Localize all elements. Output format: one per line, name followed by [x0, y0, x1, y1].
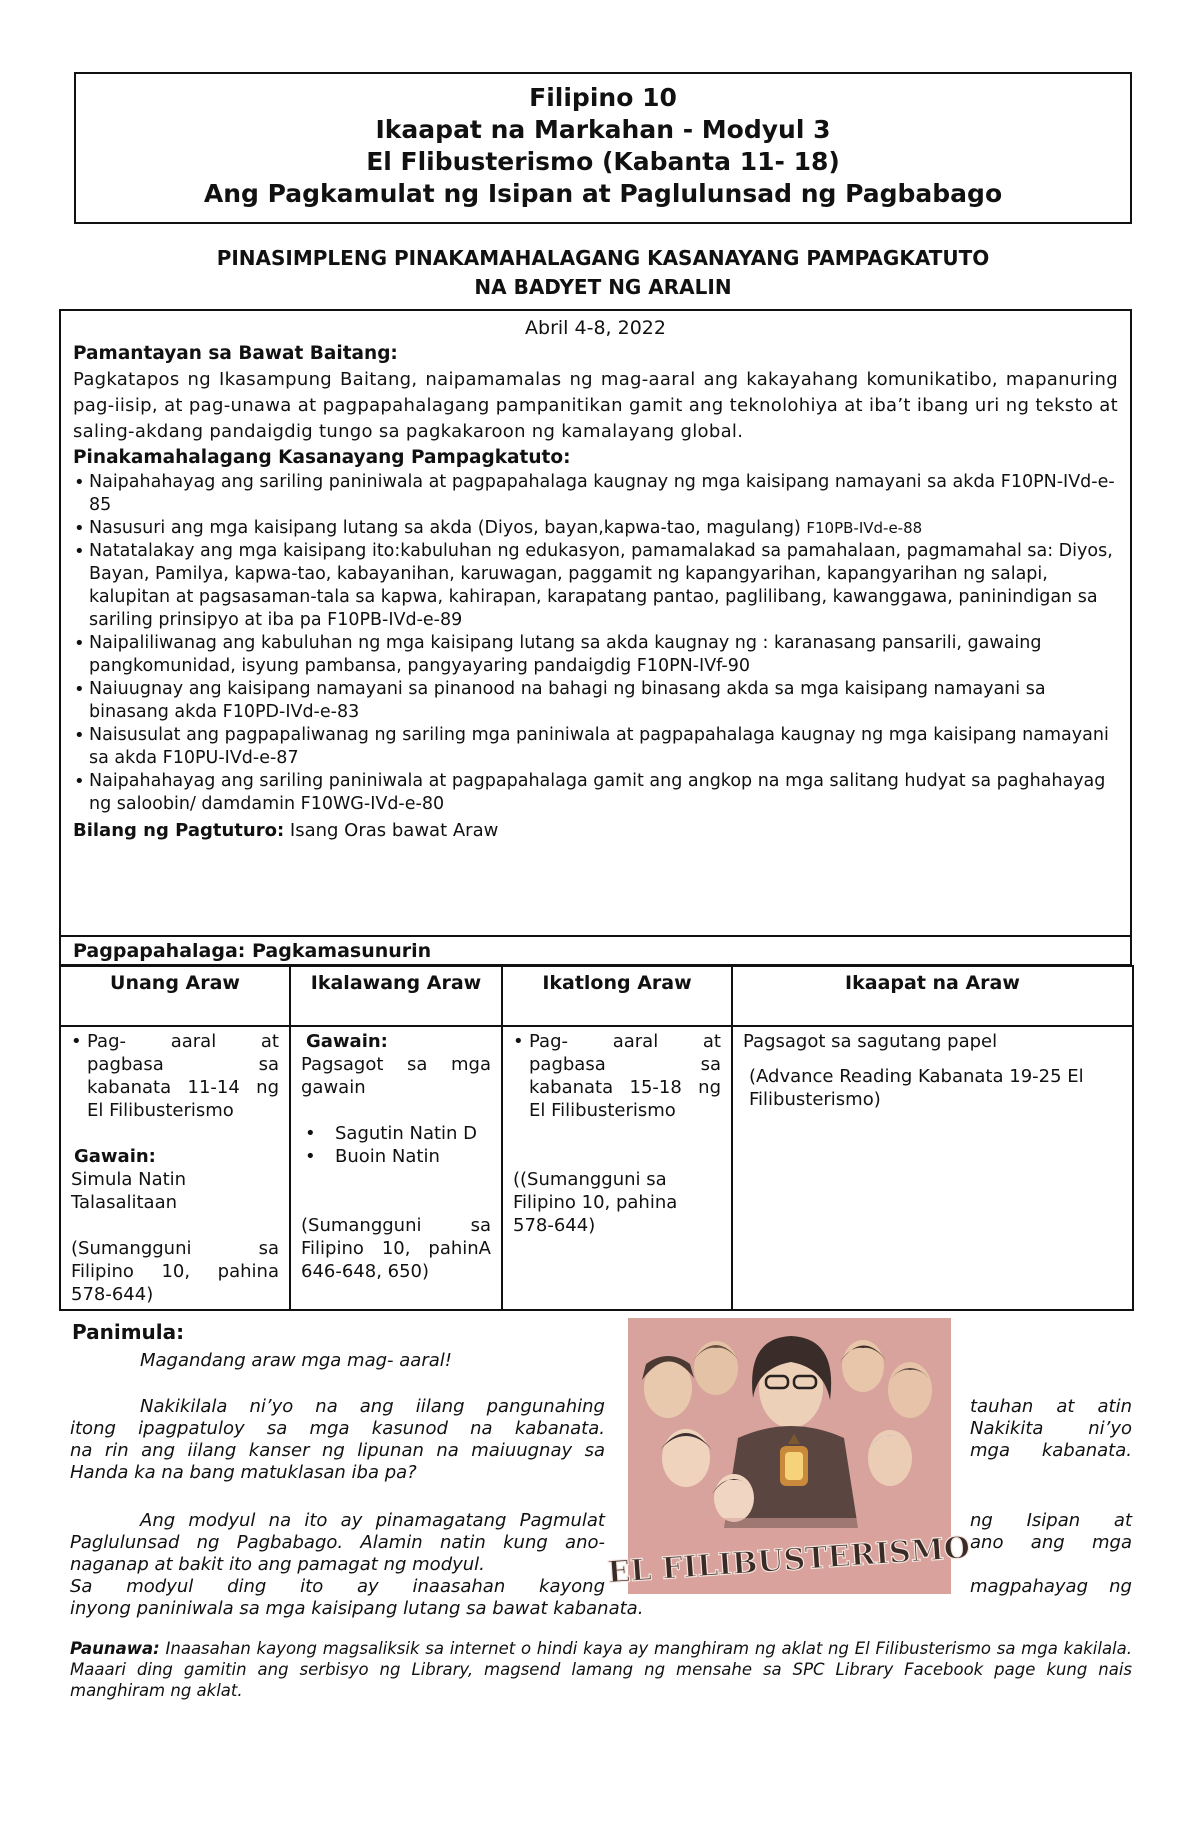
notice-label: Paunawa:: [70, 1639, 160, 1658]
intro-title: Panimula:: [72, 1320, 185, 1344]
day3-ref-line: 578-644): [513, 1215, 596, 1236]
day2-line: gawain: [301, 1077, 366, 1098]
competency-item: • Naipaliliwanag ang kabuluhan ng mga kaisipang lutang sa akda kaugnay ng : karanasang pansarili, gawaing pangkomunidad, isyung pambansa, pangyayaring pandaigdig F10PN-IVf-90: [73, 632, 1118, 678]
subject-title: Filipino 10: [529, 83, 677, 112]
values-row: Pagpapahalaga: Pagkamasunurin: [59, 937, 1132, 966]
notice-text: Inaasahan kayong magsaliksik sa internet o hindi kaya ay manghiram ng aklat ng El Filibusterismo sa mga kakilala. Maaari ding gamitin ang serbisyo ng Library, magsend lamang ng mensahe sa SPC Library Facebook page kung nais manghiram ng aklat.: [70, 1639, 1132, 1700]
day2-activity-item: • Buoin Natin: [301, 1145, 491, 1168]
lesson-date: Abril 4-8, 2022: [525, 317, 666, 339]
day1-line: El Filibusterismo: [87, 1100, 234, 1121]
day2-activity-item: • Sagutin Natin D: [301, 1122, 491, 1145]
module-theme: Ang Pagkamulat ng Isipan at Paglulunsad ng Pagbabago: [203, 179, 1003, 208]
intro-p1-right: mga kabanata.: [970, 1440, 1132, 1461]
lesson-info-box: [59, 309, 1132, 937]
standard-label: Pamantayan sa Bawat Baitang:: [73, 343, 398, 364]
competency-code: F10PB-IVd-e-88: [806, 519, 923, 537]
competency-item: • Naipahahayag ang sariling paniniwala at pagpapahalaga gamit ang angkop na mga salitang hudyat sa paghahayag ng saloobin/ damdamin F10WG-IVd-e-80: [73, 770, 1118, 816]
day4-text: Pagsagot sa sagutang papel: [743, 1031, 998, 1052]
intro-p2-line: naganap at bakit ito ang pamagat ng modyul.: [70, 1554, 485, 1575]
intro-p1-line: Handa ka na bang matuklasan iba pa?: [70, 1462, 417, 1483]
competency-item: • Natatalakay ang mga kaisipang ito:kabuluhan ng edukasyon, pamamalakad sa pamahalaan, pagmamahal sa: Diyos, Bayan, Pamilya, kapwa-tao, kabayanihan, karuwagan, paggamit ng kapangyarihan, kapangyarihan ng salapi, kalupitan at pagsasaman-tala sa kapwa, kahirapan, karapatang pantao, paglilibang, kawanggawa, paninindigan sa sariling prinsipyo at iba pa F10PB-IVd-e-89: [73, 540, 1118, 632]
illustration-logo-text: EL FILIBUSTERISMO: [606, 1530, 972, 1591]
day-header: Ikalawang Araw: [290, 966, 502, 1026]
notice-paragraph: [70, 1638, 1132, 1701]
day4-advance-reading: (Advance Reading Kabanata 19-25 El Filibusterismo): [749, 1066, 1084, 1110]
intro-p1-line: itong ipagpatuloy sa mga kasunod na kabanata.: [70, 1418, 605, 1439]
day2-gawain-label: Gawain:: [306, 1031, 388, 1052]
competency-text: Nasusuri ang mga kaisipang lutang sa akda (Diyos, bayan,kapwa-tao, magulang): [89, 518, 801, 538]
day3-line: pagbasa sa: [529, 1054, 721, 1075]
day1-gawain-label: Gawain:: [74, 1146, 156, 1167]
intro-p2-right: ng Isipan at: [970, 1510, 1132, 1531]
day1-bullet-line: • Pag- aaral at: [71, 1030, 279, 1053]
teaching-count-label: Bilang ng Pagtuturo:: [73, 820, 285, 841]
daily-plan-table: [59, 965, 1134, 1311]
day1-ref-line: (Sumangguni sa: [71, 1238, 279, 1259]
title-box: [74, 72, 1132, 224]
day4-cell: [732, 1026, 1133, 1310]
competency-item: • Naiuugnay ang kaisipang namayani sa pinanood na bahagi ng binasang akda sa mga kaisipang namayani sa binasang akda F10PD-IVd-e-83: [73, 678, 1118, 724]
intro-greeting: Magandang araw mga mag- aaral!: [140, 1350, 452, 1371]
intro-p2-right: ano ang mga: [970, 1532, 1132, 1553]
intro-p2-line: Sa modyul ding ito ay inaasahan kayong: [70, 1576, 605, 1597]
intro-p1-right: Nakikita ni’yo: [970, 1418, 1132, 1439]
day-header: Ikatlong Araw: [502, 966, 732, 1026]
day3-line: kabanata 15-18 ng: [529, 1077, 721, 1098]
competency-list: [73, 471, 1118, 816]
intro-p2-line: inyong paniniwala sa mga kaisipang lutang sa bawat kabanata.: [70, 1598, 644, 1619]
budget-heading-line1: PINASIMPLENG PINAKAMAHALAGANG KASANAYANG PAMPAGKATUTO: [216, 246, 990, 270]
teaching-count: [73, 818, 1118, 844]
day2-ref-line: 646-648, 650): [301, 1261, 430, 1282]
budget-heading: [74, 244, 1132, 302]
competency-item: [73, 517, 1118, 540]
day1-gawain-line: Simula Natin: [71, 1169, 187, 1190]
day2-ref-line: (Sumangguni sa: [301, 1215, 491, 1236]
day2-line: Pagsagot sa mga: [301, 1054, 491, 1075]
intro-p1-line: Nakikilala ni’yo na ang iilang pangunahing: [140, 1396, 605, 1417]
intro-p1-line: na rin ang iilang kanser ng lipunan na maiuugnay sa: [70, 1440, 605, 1461]
competencies-label: Pinakamahalagang Kasanayang Pampagkatuto:: [73, 447, 571, 468]
day1-cell: [60, 1026, 290, 1310]
novel-chapters: El Flibusterismo (Kabanta 11- 18): [366, 147, 840, 176]
day3-ref-line: Filipino 10, pahina: [513, 1192, 678, 1213]
day-header: Unang Araw: [60, 966, 290, 1026]
day3-ref-line: ((Sumangguni sa: [513, 1169, 667, 1190]
el-filibusterismo-illustration: [606, 1318, 972, 1594]
day2-activity-list: [301, 1122, 491, 1168]
day1-gawain-line: Talasalitaan: [71, 1192, 178, 1213]
day2-cell: [290, 1026, 502, 1310]
quarter-module: Ikaapat na Markahan - Modyul 3: [375, 115, 831, 144]
day1-line: pagbasa sa: [87, 1054, 279, 1075]
intro-p2-line: Paglulunsad ng Pagbabago. Alamin natin kung ano-: [70, 1532, 605, 1553]
teaching-count-value: Isang Oras bawat Araw: [289, 820, 499, 841]
budget-heading-line2: NA BADYET NG ARALIN: [474, 275, 732, 299]
competency-item: • Naipahahayag ang sariling paniniwala at pagpapahalaga kaugnay ng mga kaisipang namayani sa akda F10PN-IVd-e-85: [73, 471, 1118, 517]
day-header: Ikaapat na Araw: [732, 966, 1133, 1026]
competency-item: • Naisusulat ang pagpapaliwanag ng sariling mga paniniwala at pagpapahalaga kaugnay ng mga kaisipang namayani sa akda F10PU-IVd-e-87: [73, 724, 1118, 770]
intro-p2-line: Ang modyul na ito ay pinamagatang Pagmulat: [140, 1510, 605, 1531]
day2-ref-line: Filipino 10, pahinA: [301, 1238, 491, 1259]
standard-text: Pagkatapos ng Ikasampung Baitang, naipamamalas ng mag-aaral ang kakayahang komunikatibo, mapanuring pag-iisip, at pag-unawa at pagpapahalagang pampanitikan gamit ang teknolohiya at iba’t ibang uri ng teksto at saling-akdang pandaigdig tungo sa pagkakaroon ng kamalayang global.: [73, 369, 1118, 442]
intro-p1-right: tauhan at atin: [970, 1396, 1132, 1417]
day1-ref-line: Filipino 10, pahina: [71, 1261, 279, 1282]
day3-bullet-line: • Pag- aaral at: [513, 1030, 721, 1053]
day1-ref-line: 578-644): [71, 1284, 154, 1305]
day3-cell: [502, 1026, 732, 1310]
day1-line: kabanata 11-14 ng: [87, 1077, 279, 1098]
intro-p2-right: magpahayag ng: [970, 1576, 1132, 1597]
day3-line: El Filibusterismo: [529, 1100, 676, 1121]
